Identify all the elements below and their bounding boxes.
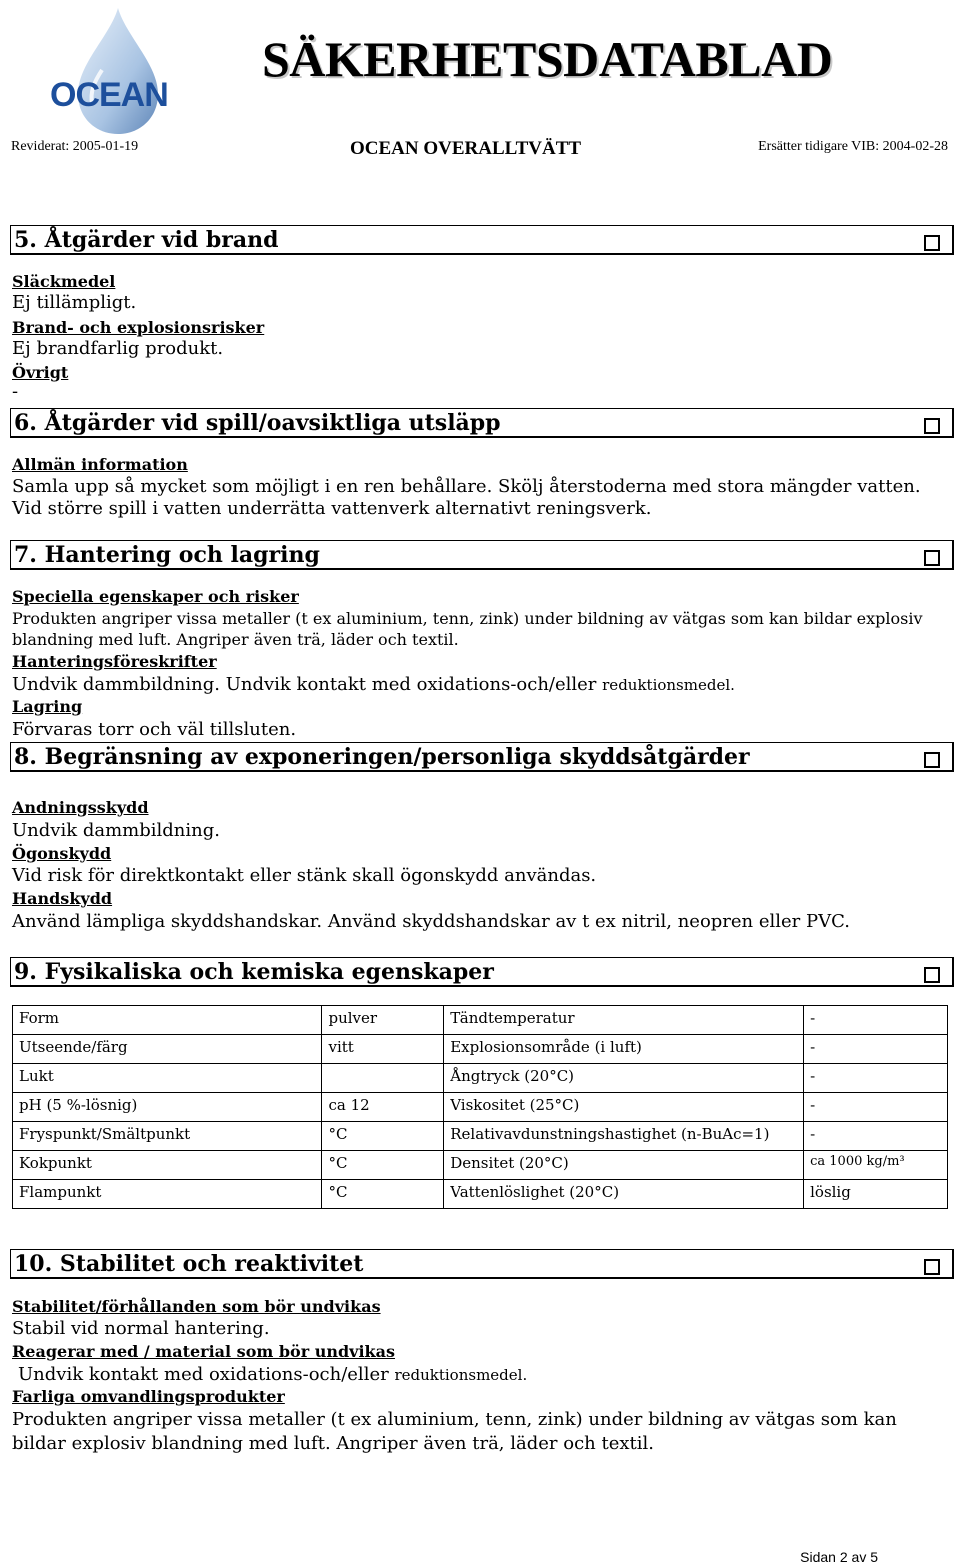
page-number: Sidan 2 av 5 (800, 1549, 878, 1565)
table-cell: Viskositet (25°C) (444, 1093, 804, 1122)
section-6-header (10, 408, 954, 438)
checkbox-icon (924, 752, 940, 768)
properties-table (12, 1005, 948, 1209)
checkbox-icon (924, 1259, 940, 1275)
water-drop-icon (40, 6, 190, 136)
body-text: Samla upp så mycket som möjligt i en ren behållare. Skölj återstoderna med stora mängder vatten. Vid större spill i vatten underrätta vattenverk alternativt reningsverk. (12, 476, 921, 519)
subheading: Övrigt (12, 363, 69, 382)
table-cell: °C (322, 1122, 444, 1151)
table-row (13, 1006, 948, 1035)
logo-text: OCEAN (50, 76, 168, 114)
document-title: SÄKERHETSDATABLAD (262, 31, 833, 87)
section-7-title: 7. Hantering och lagring (14, 542, 320, 568)
table-cell: Form (13, 1006, 322, 1035)
checkbox-icon (924, 235, 940, 251)
body-text: Stabil vid normal hantering. (12, 1318, 270, 1339)
checkbox-icon (924, 967, 940, 983)
section-8-header (10, 742, 954, 772)
checkbox-icon (924, 418, 940, 434)
subheading: Allmän information (12, 455, 188, 474)
table-cell: Kokpunkt (13, 1151, 322, 1180)
revised-date: Reviderat: 2005-01-19 (11, 139, 139, 154)
table-cell: Ångtryck (20°C) (444, 1064, 804, 1093)
subheading: Släckmedel (12, 272, 116, 291)
subheading: Speciella egenskaper och risker (12, 587, 299, 606)
checkbox-icon (924, 550, 940, 566)
table-cell: Lukt (13, 1064, 322, 1093)
body-text (12, 674, 735, 695)
table-cell: ca 12 (322, 1093, 444, 1122)
section-5-title: 5. Åtgärder vid brand (14, 227, 279, 253)
table-cell: Tändtemperatur (444, 1006, 804, 1035)
subheading: Ögonskydd (12, 844, 112, 863)
table-cell: - (804, 1093, 948, 1122)
subheading: Reagerar med / material som bör undvikas (12, 1342, 396, 1361)
subheading: Handskydd (12, 889, 113, 908)
body-text: Ej tillämpligt. (12, 292, 137, 313)
subheading: Andningsskydd (12, 798, 149, 817)
body-text-part: Undvik dammbildning. Undvik kontakt med oxidations-och/eller (12, 674, 597, 695)
ocean-logo (40, 6, 190, 136)
table-cell: Explosionsområde (i luft) (444, 1035, 804, 1064)
body-text: Undvik dammbildning. (12, 820, 220, 841)
table-row (13, 1093, 948, 1122)
section-5-header (10, 225, 954, 255)
body-text: - (12, 381, 19, 402)
section-10-title: 10. Stabilitet och reaktivitet (14, 1251, 364, 1277)
table-cell: Fryspunkt/Smältpunkt (13, 1122, 322, 1151)
section-7-header (10, 540, 954, 570)
body-text: Vid risk för direktkontakt eller stänk skall ögonskydd användas. (12, 865, 597, 886)
table-cell: °C (322, 1151, 444, 1180)
table-cell: °C (322, 1180, 444, 1209)
table-cell: - (804, 1006, 948, 1035)
table-row (13, 1122, 948, 1151)
section-9-header (10, 957, 954, 987)
section-8-title: 8. Begränsning av exponeringen/personliga skyddsåtgärder (14, 744, 750, 770)
body-text (18, 1364, 527, 1385)
table-cell: Relativavdunstningshastighet (n-BuAc=1) (444, 1122, 804, 1151)
table-row (13, 1035, 948, 1064)
body-text-part: Undvik kontakt med oxidations-och/eller (18, 1364, 389, 1385)
section-10-header (10, 1249, 954, 1279)
table-cell: Flampunkt (13, 1180, 322, 1209)
table-cell: vitt (322, 1035, 444, 1064)
body-text: Ej brandfarlig produkt. (12, 338, 224, 359)
table-cell: löslig (804, 1180, 948, 1209)
subheading: Farliga omvandlingsprodukter (12, 1387, 285, 1406)
table-row (13, 1064, 948, 1093)
table-cell: - (804, 1064, 948, 1093)
table-cell: pH (5 %-lösnig) (13, 1093, 322, 1122)
table-cell (322, 1064, 444, 1093)
table-cell: Utseende/färg (13, 1035, 322, 1064)
body-text: Produkten angriper vissa metaller (t ex aluminium, tenn, zink) under bildning av vätgas som kan bildar explosiv blandning med luft. Angriper även trä, läder och textil. (12, 1409, 897, 1454)
table-cell: Vattenlöslighet (20°C) (444, 1180, 804, 1209)
table-row (13, 1151, 948, 1180)
body-text-part: reduktionsmedel. (394, 1366, 528, 1384)
table-cell: ca 1000 kg/m³ (804, 1151, 948, 1180)
table-cell: - (804, 1035, 948, 1064)
body-text-part: reduktionsmedel. (602, 676, 735, 694)
subheading: Lagring (12, 697, 83, 716)
subheading: Stabilitet/förhållanden som bör undvikas (12, 1297, 381, 1316)
product-name: OCEAN OVERALLTVÄTT (350, 138, 582, 159)
table-row (13, 1180, 948, 1209)
section-6-title: 6. Åtgärder vid spill/oavsiktliga utsläpp (14, 410, 501, 436)
table-cell: Densitet (20°C) (444, 1151, 804, 1180)
section-9-title: 9. Fysikaliska och kemiska egenskaper (14, 959, 494, 985)
table-cell: pulver (322, 1006, 444, 1035)
subheading: Brand- och explosionsrisker (12, 318, 265, 337)
replaces-version: Ersätter tidigare VIB: 2004-02-28 (758, 139, 948, 154)
body-text: Produkten angriper vissa metaller (t ex aluminium, tenn, zink) under bildning av vätgas som kan bildar explosiv blandning med luft. Angriper även trä, läder och textil. (12, 609, 923, 649)
subheading: Hanteringsföreskrifter (12, 652, 217, 671)
table-cell: - (804, 1122, 948, 1151)
body-text: Använd lämpliga skyddshandskar. Använd skyddshandskar av t ex nitril, neopren eller PVC. (12, 911, 850, 932)
body-text: Förvaras torr och väl tillsluten. (12, 719, 297, 740)
